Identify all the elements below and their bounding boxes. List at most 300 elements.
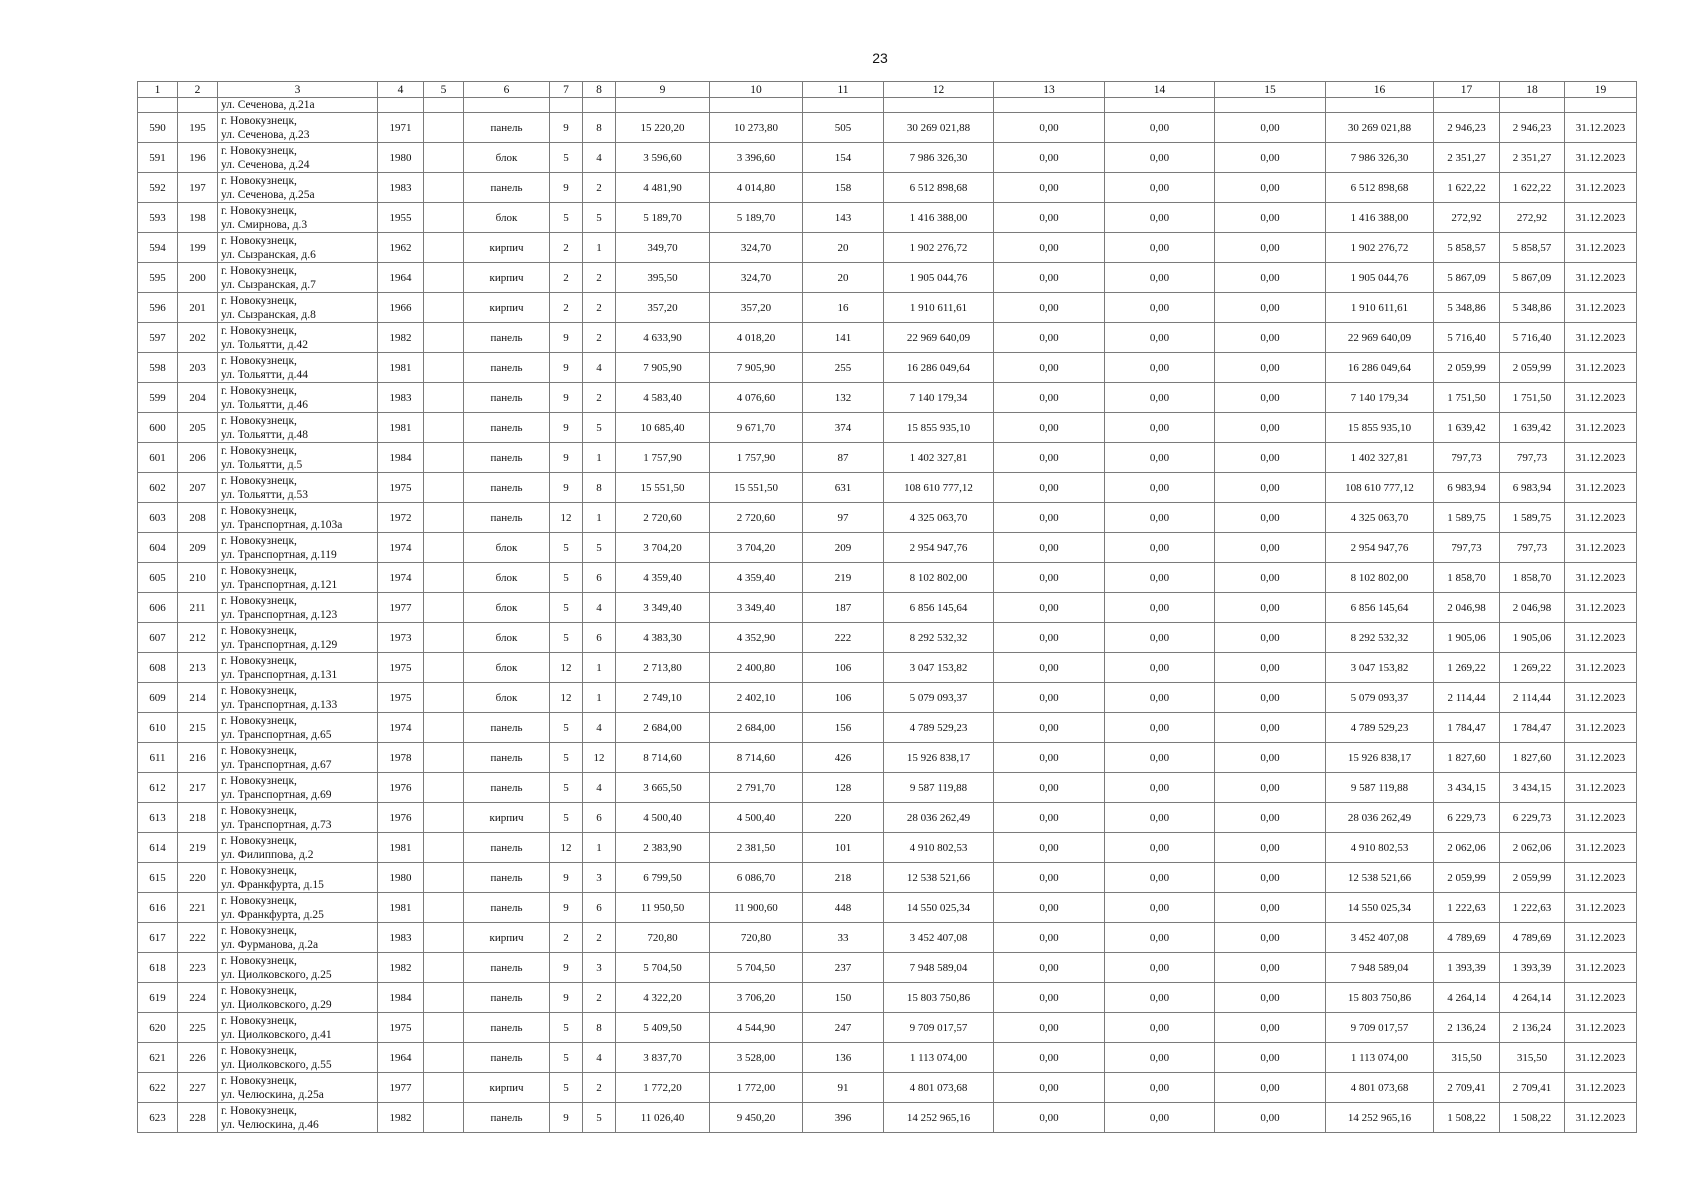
cell-col-16: 15 926 838,17: [1326, 743, 1434, 773]
cell-col-10: 3 396,60: [710, 143, 803, 173]
cell-col-5: [424, 713, 464, 743]
cell-col-13: 0,00: [994, 1103, 1105, 1133]
cell-col-9: 4 383,30: [616, 623, 710, 653]
cell-col-1: 614: [138, 833, 178, 863]
address-city: г. Новокузнецк,: [221, 294, 297, 307]
cell-col-17: 315,50: [1434, 1043, 1500, 1073]
cell-col-16: 8 292 532,32: [1326, 623, 1434, 653]
cell-col-18: 2 046,98: [1500, 593, 1565, 623]
address-street: ул. Тольятти, д.5: [221, 458, 303, 471]
cell-col-4: 1972: [378, 503, 424, 533]
cell-col-10: 357,20: [710, 293, 803, 323]
cell-col-14: 0,00: [1105, 113, 1215, 143]
cell-col-19: 31.12.2023: [1565, 533, 1637, 563]
cell-col-8: 3: [583, 863, 616, 893]
cell-col-7: 9: [550, 443, 583, 473]
cell-col-14: 0,00: [1105, 983, 1215, 1013]
cell-col-4: 1974: [378, 533, 424, 563]
cell-col-17: 5 858,57: [1434, 233, 1500, 263]
cell-col-14: 0,00: [1105, 1043, 1215, 1073]
cell-col-11: 101: [803, 833, 884, 863]
cell-col-11: 143: [803, 203, 884, 233]
cell-col-18: 6 983,94: [1500, 473, 1565, 503]
cell-col-9: 1 772,20: [616, 1073, 710, 1103]
cell-col-2: 215: [178, 713, 218, 743]
address-city: г. Новокузнецк,: [221, 264, 297, 277]
cell-col-8: 6: [583, 803, 616, 833]
cell-col-1: 620: [138, 1013, 178, 1043]
address-street: ул. Сеченова, д.23: [221, 128, 310, 141]
cell-col-4: 1975: [378, 683, 424, 713]
cell-col-15: 0,00: [1215, 533, 1326, 563]
address-cell: [218, 473, 378, 503]
cell-col-5: [424, 233, 464, 263]
cell-col-8: 6: [583, 563, 616, 593]
cell-col-17: 1 858,70: [1434, 563, 1500, 593]
table-row: [138, 203, 1637, 233]
cell-col-12: 22 969 640,09: [884, 323, 994, 353]
cell-col-16: 4 789 529,23: [1326, 713, 1434, 743]
cell-col-1: 615: [138, 863, 178, 893]
cell-col-18: 4 264,14: [1500, 983, 1565, 1013]
cell-col-5: [424, 623, 464, 653]
column-header-11: 11: [803, 82, 884, 98]
table-row: [138, 503, 1637, 533]
cell-col-4: 1977: [378, 593, 424, 623]
address-cell: [218, 263, 378, 293]
cell-col-17: 1 393,39: [1434, 953, 1500, 983]
cell-col-10: 4 018,20: [710, 323, 803, 353]
cell-col-7: 5: [550, 773, 583, 803]
cell-col-17: 1 784,47: [1434, 713, 1500, 743]
address-city: г. Новокузнецк,: [221, 504, 297, 517]
cell-col-15: 0,00: [1215, 443, 1326, 473]
table-row: [138, 533, 1637, 563]
cell-col-18: 2 351,27: [1500, 143, 1565, 173]
cell-col-13: 0,00: [994, 503, 1105, 533]
table-row: [138, 413, 1637, 443]
cell-col-1: 607: [138, 623, 178, 653]
cell-col-13: 0,00: [994, 953, 1105, 983]
column-header-14: 14: [1105, 82, 1215, 98]
cell-col-8: 2: [583, 383, 616, 413]
cell-col-1: 618: [138, 953, 178, 983]
cell-col-19: 31.12.2023: [1565, 1013, 1637, 1043]
cell-col-5: [424, 983, 464, 1013]
cell-col-14: 0,00: [1105, 1013, 1215, 1043]
cell-col-12: 6 856 145,64: [884, 593, 994, 623]
cell-col-8: 4: [583, 1043, 616, 1073]
address-street: ул. Транспортная, д.67: [221, 758, 332, 771]
cell-col-1: 606: [138, 593, 178, 623]
cell-col-2: 209: [178, 533, 218, 563]
cell-col-13: 0,00: [994, 1043, 1105, 1073]
cell-col-15: 0,00: [1215, 143, 1326, 173]
cell-col-19: 31.12.2023: [1565, 323, 1637, 353]
cell-col-10: 2 400,80: [710, 653, 803, 683]
cell-col-8: 5: [583, 533, 616, 563]
cell-col-18: 1 858,70: [1500, 563, 1565, 593]
cell-col-9: 4 500,40: [616, 803, 710, 833]
cell-col-12: 28 036 262,49: [884, 803, 994, 833]
cell-col-12: 6 512 898,68: [884, 173, 994, 203]
cell-col-4: 1980: [378, 863, 424, 893]
cell-col-2: 201: [178, 293, 218, 323]
address-city: г. Новокузнецк,: [221, 234, 297, 247]
cell-col-13: 0,00: [994, 113, 1105, 143]
cell-col-1: 621: [138, 1043, 178, 1073]
address-street: ул. Сызранская, д.8: [221, 308, 316, 321]
cell-col-16: 7 948 589,04: [1326, 953, 1434, 983]
cell-col-15: 0,00: [1215, 113, 1326, 143]
cell-col-17: 1 622,22: [1434, 173, 1500, 203]
cell-col-6: панель: [464, 353, 550, 383]
cell-col-11: 158: [803, 173, 884, 203]
cell-col-18: 3 434,15: [1500, 773, 1565, 803]
cell-col-18: 272,92: [1500, 203, 1565, 233]
cell-col-10: 9 671,70: [710, 413, 803, 443]
cell-col-16: 8 102 802,00: [1326, 563, 1434, 593]
address-cell: [218, 1043, 378, 1073]
cell-col-17: 797,73: [1434, 533, 1500, 563]
cell-col-7: 9: [550, 113, 583, 143]
address-city: г. Новокузнецк,: [221, 894, 297, 907]
table-row: [138, 803, 1637, 833]
cell-col-9: 10 685,40: [616, 413, 710, 443]
cell-col-17: 1 827,60: [1434, 743, 1500, 773]
cell-col-6: панель: [464, 443, 550, 473]
cell-col-15: 0,00: [1215, 683, 1326, 713]
cell-col-14: 0,00: [1105, 143, 1215, 173]
cell-col-9: 5 409,50: [616, 1013, 710, 1043]
address-city: г. Новокузнецк,: [221, 324, 297, 337]
cell-col-18: 2 946,23: [1500, 113, 1565, 143]
cell-col-12: 1 910 611,61: [884, 293, 994, 323]
cell-col-9: 4 359,40: [616, 563, 710, 593]
address-city: г. Новокузнецк,: [221, 564, 297, 577]
cell-col-6: кирпич: [464, 1073, 550, 1103]
address-cell: [218, 413, 378, 443]
cell-col-18: 2 709,41: [1500, 1073, 1565, 1103]
cell-col-17: 1 222,63: [1434, 893, 1500, 923]
cell-col-18: 1 827,60: [1500, 743, 1565, 773]
cell-col-5: [424, 593, 464, 623]
cell-col-9: 5 704,50: [616, 953, 710, 983]
cell-col-1: 623: [138, 1103, 178, 1133]
address-city: г. Новокузнецк,: [221, 684, 297, 697]
cell-col-12: 7 948 589,04: [884, 953, 994, 983]
address-cell: [218, 773, 378, 803]
cell-col-10: 10 273,80: [710, 113, 803, 143]
cell-col-13: 0,00: [994, 263, 1105, 293]
cell-col-13: 0,00: [994, 443, 1105, 473]
address-street: ул. Циолковского, д.41: [221, 1028, 332, 1041]
cell-col-13: 0,00: [994, 923, 1105, 953]
cell-col-16: 3 452 407,08: [1326, 923, 1434, 953]
cell-col-19: 31.12.2023: [1565, 863, 1637, 893]
cell-col-1: 612: [138, 773, 178, 803]
cell-col-8: 1: [583, 833, 616, 863]
cell-col-11: 106: [803, 653, 884, 683]
cell-col-8: 2: [583, 923, 616, 953]
cell-col-6: блок: [464, 563, 550, 593]
address-cell: [218, 173, 378, 203]
address-cell: [218, 233, 378, 263]
cell-col-17: 4 264,14: [1434, 983, 1500, 1013]
cell-col-4: 1975: [378, 473, 424, 503]
cell-col-7: 12: [550, 653, 583, 683]
cell-col-5: [424, 473, 464, 503]
cell-col-4: 1982: [378, 953, 424, 983]
cell-col-15: 0,00: [1215, 833, 1326, 863]
cell-col-17: 272,92: [1434, 203, 1500, 233]
cell-col-13: 0,00: [994, 143, 1105, 173]
cell-col-4: 1984: [378, 983, 424, 1013]
cell-col-17: 2 114,44: [1434, 683, 1500, 713]
cell-col-1: 590: [138, 113, 178, 143]
cell-col-2: 216: [178, 743, 218, 773]
cell-col-6: кирпич: [464, 263, 550, 293]
cell-col-12: 12 538 521,66: [884, 863, 994, 893]
cell-col-8: 6: [583, 893, 616, 923]
address-cell: [218, 653, 378, 683]
cell-col-13: 0,00: [994, 1073, 1105, 1103]
cell-col-5: [424, 863, 464, 893]
cell-col-10: 720,80: [710, 923, 803, 953]
cell-col-10: 3 528,00: [710, 1043, 803, 1073]
cell-col-14: 0,00: [1105, 563, 1215, 593]
cell-col-1: 594: [138, 233, 178, 263]
cell-col-13: 0,00: [994, 1013, 1105, 1043]
table-row: [138, 113, 1637, 143]
cell-col-18: 5 348,86: [1500, 293, 1565, 323]
cell-col-16: 15 803 750,86: [1326, 983, 1434, 1013]
address-city: г. Новокузнецк,: [221, 144, 297, 157]
cell-col-12: 8 292 532,32: [884, 623, 994, 653]
table-row: [138, 623, 1637, 653]
table-row: [138, 443, 1637, 473]
cell-col-12: 4 789 529,23: [884, 713, 994, 743]
cell-col-2: 204: [178, 383, 218, 413]
address-street: ул. Сызранская, д.6: [221, 248, 316, 261]
address-cell: [218, 623, 378, 653]
cell-col-19: 31.12.2023: [1565, 1043, 1637, 1073]
cell-col-18: 1 222,63: [1500, 893, 1565, 923]
cell-col-4: 1980: [378, 143, 424, 173]
cell-col-12: 4 325 063,70: [884, 503, 994, 533]
cell-col-1: 598: [138, 353, 178, 383]
cell-col-16: 3 047 153,82: [1326, 653, 1434, 683]
cell-col-2: 196: [178, 143, 218, 173]
column-header-17: 17: [1434, 82, 1500, 98]
cell-col-19: 31.12.2023: [1565, 743, 1637, 773]
cell-col-11: 97: [803, 503, 884, 533]
table-row: [138, 683, 1637, 713]
cell-col-14: 0,00: [1105, 203, 1215, 233]
cell-col-14: 0,00: [1105, 323, 1215, 353]
cell-col-9: 4 583,40: [616, 383, 710, 413]
cell-col-6: панель: [464, 713, 550, 743]
table-row: [138, 653, 1637, 683]
cell-col-17: 1 508,22: [1434, 1103, 1500, 1133]
cell-col-16: 14 550 025,34: [1326, 893, 1434, 923]
address-cell: [218, 503, 378, 533]
cell-col-7: 9: [550, 1103, 583, 1133]
cell-col-18: 5 716,40: [1500, 323, 1565, 353]
cell-col-8: 1: [583, 653, 616, 683]
cell-col-17: 2 059,99: [1434, 353, 1500, 383]
cell-col-5: [424, 773, 464, 803]
cell-col-10: 4 014,80: [710, 173, 803, 203]
address-city: г. Новокузнецк,: [221, 924, 297, 937]
cell-col-4: 1974: [378, 713, 424, 743]
cell-col-2: 208: [178, 503, 218, 533]
cell-col-2: 228: [178, 1103, 218, 1133]
column-header-6: 6: [464, 82, 550, 98]
cell-col-4: 1955: [378, 203, 424, 233]
cell-col-2: 227: [178, 1073, 218, 1103]
cell-col-10: 2 720,60: [710, 503, 803, 533]
cell-col-15: 0,00: [1215, 773, 1326, 803]
cell-col-12: 1 402 327,81: [884, 443, 994, 473]
cell-col-13: 0,00: [994, 803, 1105, 833]
cell-col-18: 1 784,47: [1500, 713, 1565, 743]
cell-col-18: 2 062,06: [1500, 833, 1565, 863]
cell-col-15: 0,00: [1215, 713, 1326, 743]
cell-col-15: 0,00: [1215, 1103, 1326, 1133]
cell-col-12: 4 910 802,53: [884, 833, 994, 863]
cell-col-2: 214: [178, 683, 218, 713]
column-header-1: 1: [138, 82, 178, 98]
address-cell: [218, 563, 378, 593]
cell-col-17: 6 229,73: [1434, 803, 1500, 833]
cell-col-19: 31.12.2023: [1565, 263, 1637, 293]
cell-col-6: панель: [464, 503, 550, 533]
cell-col-5: [424, 923, 464, 953]
cell-col-16: 2 954 947,76: [1326, 533, 1434, 563]
cell-col-6: блок: [464, 203, 550, 233]
cell-col-8: 4: [583, 593, 616, 623]
table-row: [138, 713, 1637, 743]
cell-col-9: 2 383,90: [616, 833, 710, 863]
table-row: [138, 383, 1637, 413]
cell-col-4: 1981: [378, 413, 424, 443]
table-row: [138, 1073, 1637, 1103]
cell-col-16: 9 587 119,88: [1326, 773, 1434, 803]
cell-col-11: 33: [803, 923, 884, 953]
cell-col-9: 3 349,40: [616, 593, 710, 623]
address-cell: [218, 893, 378, 923]
cell-col-5: [424, 323, 464, 353]
cell-col-14: 0,00: [1105, 803, 1215, 833]
cell-col-5: [424, 203, 464, 233]
cell-col-16: 15 855 935,10: [1326, 413, 1434, 443]
cell-col-14: 0,00: [1105, 353, 1215, 383]
cell-col-8: 2: [583, 173, 616, 203]
address-city: г. Новокузнецк,: [221, 444, 297, 457]
cell-col-13: 0,00: [994, 533, 1105, 563]
address-street: ул. Тольятти, д.46: [221, 398, 308, 411]
address-city: г. Новокузнецк,: [221, 114, 297, 127]
cell-col-12: 5 079 093,37: [884, 683, 994, 713]
address-street: ул. Сеченова, д.24: [221, 158, 310, 171]
cell-col-14: 0,00: [1105, 773, 1215, 803]
cell-col-5: [424, 293, 464, 323]
cell-col-6: блок: [464, 623, 550, 653]
address-street: ул. Циолковского, д.25: [221, 968, 332, 981]
cell-col-4: 1983: [378, 173, 424, 203]
cell-col-13: 0,00: [994, 473, 1105, 503]
cell-col-16: 6 856 145,64: [1326, 593, 1434, 623]
cell-col-13: 0,00: [994, 863, 1105, 893]
cell-col-14: 0,00: [1105, 533, 1215, 563]
cell-col-17: 5 867,09: [1434, 263, 1500, 293]
cell-col-4: 1983: [378, 923, 424, 953]
cell-col-13: 0,00: [994, 773, 1105, 803]
header-row: [138, 82, 1637, 98]
cell-col-9: 720,80: [616, 923, 710, 953]
cell-col-5: [424, 743, 464, 773]
cell-col-5: [424, 533, 464, 563]
address-street: ул. Циолковского, д.29: [221, 998, 332, 1011]
cell-col-13: 0,00: [994, 893, 1105, 923]
cell-col-19: 31.12.2023: [1565, 293, 1637, 323]
cell-col-17: 5 348,86: [1434, 293, 1500, 323]
cell-col-12: 15 803 750,86: [884, 983, 994, 1013]
cell-col-4: 1981: [378, 833, 424, 863]
cell-col-19: 31.12.2023: [1565, 953, 1637, 983]
address-cell: [218, 203, 378, 233]
cell-col-1: 595: [138, 263, 178, 293]
cell-col-19: 31.12.2023: [1565, 383, 1637, 413]
cell-col-7: 5: [550, 563, 583, 593]
address-street: ул. Франкфурта, д.25: [221, 908, 324, 921]
cell-col-6: панель: [464, 113, 550, 143]
cell-col-11: 141: [803, 323, 884, 353]
cell-col-18: 1 622,22: [1500, 173, 1565, 203]
cell-col-6: панель: [464, 413, 550, 443]
cell-col-14: 0,00: [1105, 263, 1215, 293]
address-street: ул. Челюскина, д.25а: [221, 1088, 324, 1101]
cell-col-9: 7 905,90: [616, 353, 710, 383]
table-row: [138, 233, 1637, 263]
cell-col-15: 0,00: [1215, 863, 1326, 893]
cell-col-10: 4 076,60: [710, 383, 803, 413]
cell-col-5: [424, 413, 464, 443]
cell-col-7: 5: [550, 1013, 583, 1043]
cell-col-9: 357,20: [616, 293, 710, 323]
cell-col-8: 1: [583, 683, 616, 713]
address-city: г. Новокузнецк,: [221, 744, 297, 757]
cell-col-14: 0,00: [1105, 683, 1215, 713]
cell-col-16: 1 905 044,76: [1326, 263, 1434, 293]
address-cell: [218, 323, 378, 353]
cell-col-18: 1 639,42: [1500, 413, 1565, 443]
address-cell: [218, 593, 378, 623]
cell-col-2: 203: [178, 353, 218, 383]
cell-col-14: 0,00: [1105, 383, 1215, 413]
address-city: г. Новокузнецк,: [221, 984, 297, 997]
cell-col-2: 212: [178, 623, 218, 653]
cell-col-13: 0,00: [994, 173, 1105, 203]
cell-col-11: 209: [803, 533, 884, 563]
cell-col-8: 12: [583, 743, 616, 773]
cell-col-2: 222: [178, 923, 218, 953]
cell-col-11: 20: [803, 233, 884, 263]
cell-col-8: 5: [583, 1103, 616, 1133]
cell-col-12: 7 140 179,34: [884, 383, 994, 413]
column-header-2: 2: [178, 82, 218, 98]
